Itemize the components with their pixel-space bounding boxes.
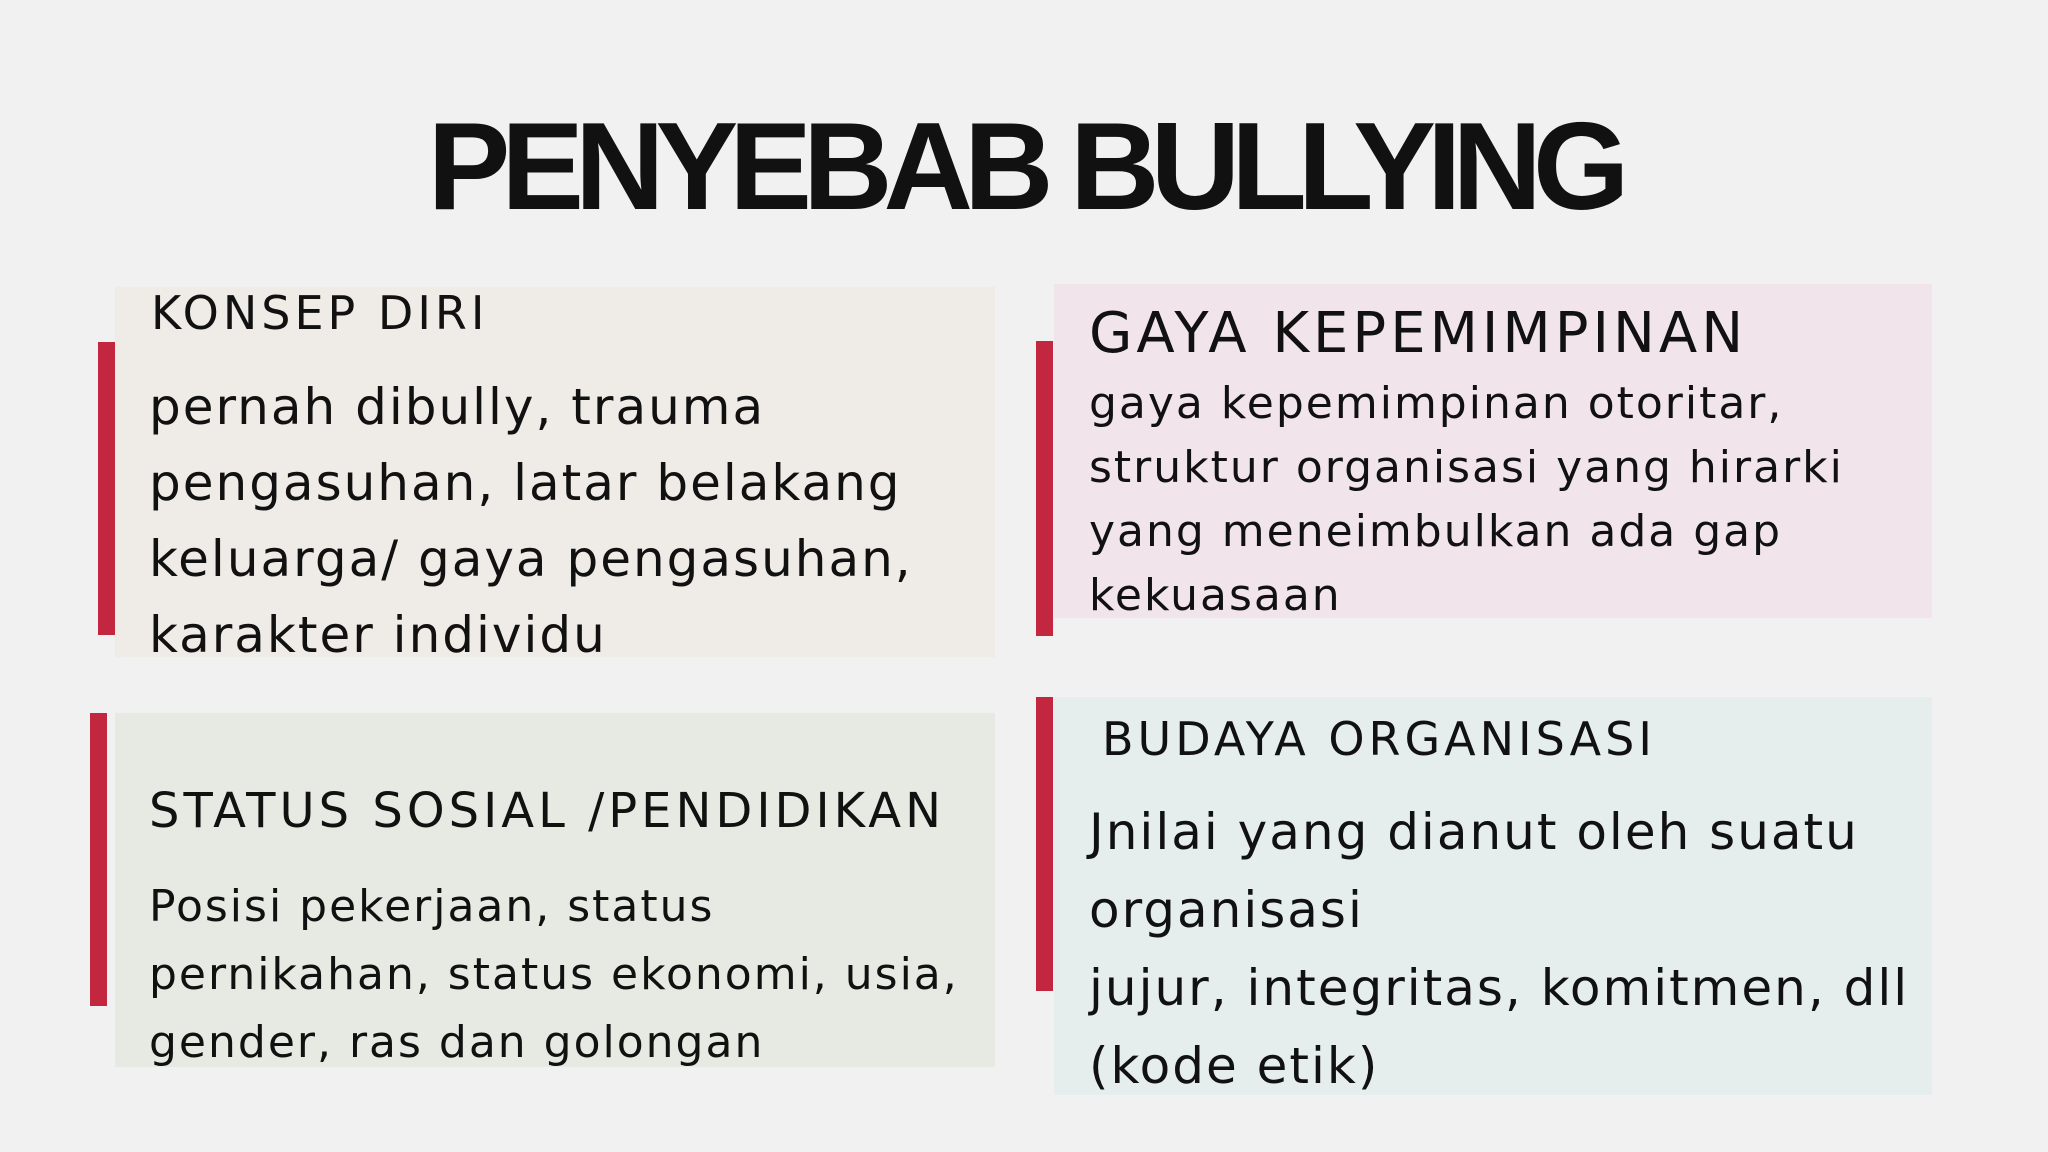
- card-body: Jnilai yang dianut oleh suatu organisasi jujur, integritas, komitmen, dll (kode etik): [1089, 803, 1910, 1095]
- card-budaya-organisasi: [1054, 697, 1932, 1095]
- card-heading: BUDAYA ORGANISASI: [1102, 712, 1656, 766]
- card-body: Posisi pekerjaan, status pernikahan, status ekonomi, usia, gender, ras dan golongan: [149, 881, 959, 1068]
- accent-bar: [1036, 697, 1053, 991]
- card-body: gaya kepemimpinan otoritar, struktur organisasi yang hirarki yang meneimbulkan ada gap kekuasaan: [1089, 378, 1844, 621]
- card-heading: STATUS SOSIAL /PENDIDIKAN: [149, 783, 946, 839]
- card-heading: KONSEP DIRI: [151, 286, 489, 340]
- card-body: pernah dibully, trauma pengasuhan, latar belakang keluarga/ gaya pengasuhan, karakter individu: [149, 378, 913, 664]
- accent-bar: [98, 342, 115, 635]
- card-heading: GAYA KEPEMIMPINAN: [1089, 301, 1748, 366]
- card-gaya-kepemimpinan: [1054, 284, 1932, 621]
- accent-bar: [90, 713, 107, 1006]
- slide-title: PENYEBAB BULLYING: [427, 98, 1621, 236]
- accent-bar: [1036, 341, 1053, 636]
- card-konsep-diri: [115, 286, 995, 664]
- card-status-sosial: [115, 713, 995, 1067]
